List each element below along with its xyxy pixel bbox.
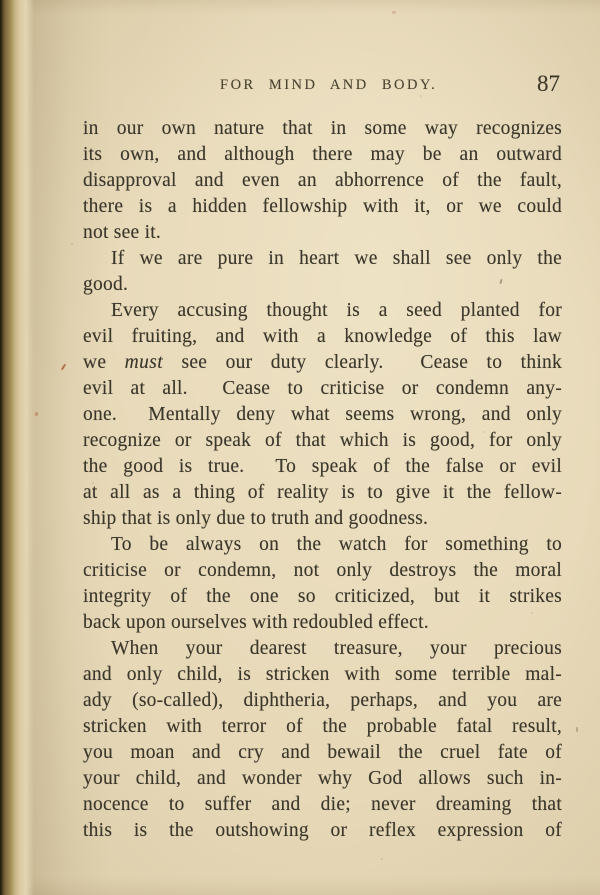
text-line: disapproval and even an abhorrence of the fault, — [83, 170, 562, 191]
text-line: not see it. — [83, 222, 162, 243]
text-line: in our own nature that in some way recognizes — [83, 118, 562, 139]
text-line: good. — [83, 274, 129, 295]
text-line: you moan and cry and bewail the cruel fate of — [83, 742, 562, 763]
text-line: recognize or speak of that which is good, for only — [83, 430, 562, 451]
text-line: nocence to suffer and die; never dreaming that — [83, 794, 562, 815]
body-text — [83, 116, 562, 844]
text-line: one. Mentally deny what seems wrong, and only — [83, 404, 562, 425]
text-line: the good is true. To speak of the false or evil — [83, 456, 562, 477]
text-line: this is the outshowing or reflex expression of — [83, 820, 562, 841]
page-number: 87 — [537, 71, 560, 96]
text-line: there is a hidden fellowship with it, or we could — [83, 196, 562, 217]
margin-pen-mark — [61, 364, 66, 371]
text-line: ship that is only due to truth and goodness. — [83, 508, 429, 529]
text-line: ady (so-called), diphtheria, perhaps, and you are — [83, 690, 562, 711]
text-line: When your dearest treasure, your precious — [111, 638, 562, 659]
paper-stain — [35, 412, 38, 416]
text-line: If we are pure in heart we shall see only the — [111, 248, 562, 269]
text-line: back upon ourselves with redoubled effect. — [83, 612, 429, 633]
text-line: stricken with terror of the probable fatal result, — [83, 716, 562, 737]
text-line: evil at all. Cease to criticise or condemn any- — [83, 378, 562, 399]
text-line: integrity of the one so criticized, but it strikes — [83, 586, 562, 607]
text-line: evil fruiting, and with a knowledge of this law — [83, 326, 562, 347]
text-line: and only child, is stricken with some terrible mal- — [83, 664, 562, 685]
text-line: your child, and wonder why God allows such in- — [83, 768, 562, 789]
ink-speck — [576, 727, 578, 732]
book-binding-edge — [0, 0, 34, 895]
text-line: To be always on the watch for something to — [111, 534, 562, 555]
paper-texture-flecks — [0, 0, 2, 2]
text-line: at all as a thing of reality is to give it the fellow- — [83, 482, 562, 503]
text-line: Every accusing thought is a seed planted for — [111, 300, 562, 321]
running-head-title: FOR MIND AND BODY. — [220, 77, 438, 93]
text-line: we must see our duty clearly. Cease to think — [83, 352, 562, 373]
text-line: its own, and although there may be an outward — [83, 144, 562, 165]
paper-stain — [392, 11, 396, 14]
text-line: criticise or condemn, not only destroys the moral — [83, 560, 562, 581]
